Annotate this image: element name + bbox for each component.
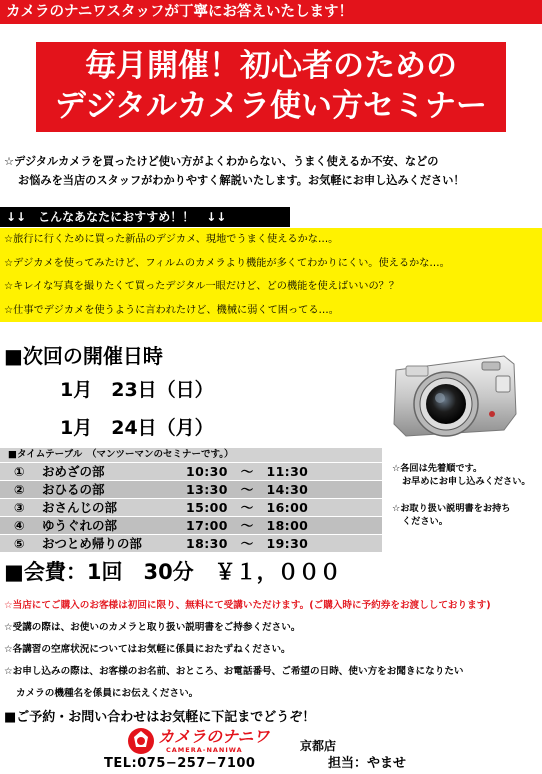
bullet-note <box>4 666 464 678</box>
tagline-banner: カメラのナニワスタッフが丁寧にお答えいたします！ <box>0 0 542 24</box>
recommend-list <box>0 228 542 322</box>
timetable-num: ④ <box>14 518 25 533</box>
timetable-time: 18:30 ～ 19:30 <box>186 536 309 551</box>
timetable-num: ① <box>14 464 25 479</box>
side-note-manual <box>392 502 511 528</box>
camera-image <box>386 344 522 448</box>
intro-line-2: お悩みを当店のスタッフがわかりやすく解説いたします。お気軽にお申し込みください！ <box>18 174 465 187</box>
side-note-line: ください。 <box>402 516 448 527</box>
branch-name: 京都店 <box>300 739 337 753</box>
timetable-row <box>0 463 382 480</box>
side-note-line: ☆各回は先着順です。 <box>392 463 483 474</box>
timetable-name: おめざの部 <box>42 464 105 479</box>
title-line-2: デジタルカメラ使い方セミナー <box>54 88 488 124</box>
logo-subtext: CAMERA-NANIWA <box>166 746 243 754</box>
timetable-num: ② <box>14 482 25 497</box>
intro-text <box>4 152 465 190</box>
title-line-1: 毎月開催！初心者のための <box>85 48 457 84</box>
timetable-name: おひるの部 <box>42 482 105 497</box>
free-notice: ☆当店にてご購入のお客様は初回に限り、無料にて受講いただけます。(ご購入時に予約券をお渡ししております) <box>4 600 491 611</box>
side-note-line: ☆お取り扱い説明書をお持ち <box>392 503 511 514</box>
timetable-time: 13:30 ～ 14:30 <box>186 482 309 497</box>
fee-text: ■会費：1回 30分 ￥１，０００ <box>4 560 341 584</box>
logo-mark-icon <box>126 726 156 756</box>
side-note-first-come <box>392 462 531 488</box>
schedule-date-1: 1月 23日（日） <box>60 379 214 401</box>
logo-text: カメラのナニワ <box>158 727 270 746</box>
bullet-note <box>4 688 198 700</box>
recommend-item: ☆キレイな写真を撮りたくて買ったデジタル一眼だけど、どの機能を使えばいいの？？ <box>4 281 400 292</box>
contact-heading: ■ご予約・お問い合わせはお気軽に下記までどうぞ！ <box>4 710 316 725</box>
store-logo <box>126 726 306 758</box>
bullet-line: ☆お申し込みの際は、お客様のお名前、おところ、お電話番号、ご希望の日時、使い方をお聞きになりたい <box>4 666 464 677</box>
timetable-time: 15:00 ～ 16:00 <box>186 500 309 515</box>
recommend-item: ☆デジカメを使ってみたけど、フィルムのカメラより機能が多くてわかりにくい。使えるかな…。 <box>4 257 450 269</box>
recommend-heading: ↓↓ こんなあなたにおすすめ！！ ↓↓ <box>0 207 290 227</box>
timetable-num: ③ <box>14 500 25 515</box>
timetable-row <box>0 499 382 516</box>
timetable-row <box>0 517 382 534</box>
timetable-name: おつとめ帰りの部 <box>42 536 142 551</box>
side-note-line: お早めにお申し込みください。 <box>402 476 531 487</box>
timetable-name: おさんじの部 <box>42 500 118 515</box>
bullet-note: ☆各講習の空席状況についてはお気軽に係員におたずねください。 <box>4 644 291 655</box>
intro-line-1: ☆デジタルカメラを買ったけど使い方がよくわからない、うまく使えるか不安、などの <box>4 155 439 168</box>
recommend-item: ☆旅行に行くために買った新品のデジカメ、現地でうまく使えるかな…。 <box>4 234 339 245</box>
bullet-note: ☆受講の際は、お使いのカメラと取り扱い説明書をご持参ください。 <box>4 622 301 633</box>
title-banner <box>36 42 506 132</box>
timetable-row <box>0 535 382 552</box>
timetable-heading: ■タイムテーブル （マンツーマンのセミナーです。） <box>0 448 382 462</box>
timetable-row <box>0 481 382 498</box>
staff-contact: 担当：やませ <box>328 756 407 771</box>
timetable-num: ⑤ <box>14 536 25 551</box>
timetable-time: 10:30 ～ 11:30 <box>186 464 309 479</box>
timetable-name: ゆうぐれの部 <box>42 518 118 533</box>
timetable-time: 17:00 ～ 18:00 <box>186 518 309 533</box>
phone-number: TEL:075−257−7100 <box>104 756 256 771</box>
schedule-heading: ■次回の開催日時 <box>4 344 163 368</box>
schedule-date-2: 1月 24日（月） <box>60 417 214 439</box>
bullet-line: カメラの機種名を係員にお伝えください。 <box>16 688 199 699</box>
recommend-item: ☆仕事でデジカメを使うように言われたけど、機械に弱くて困ってる…。 <box>4 304 339 316</box>
